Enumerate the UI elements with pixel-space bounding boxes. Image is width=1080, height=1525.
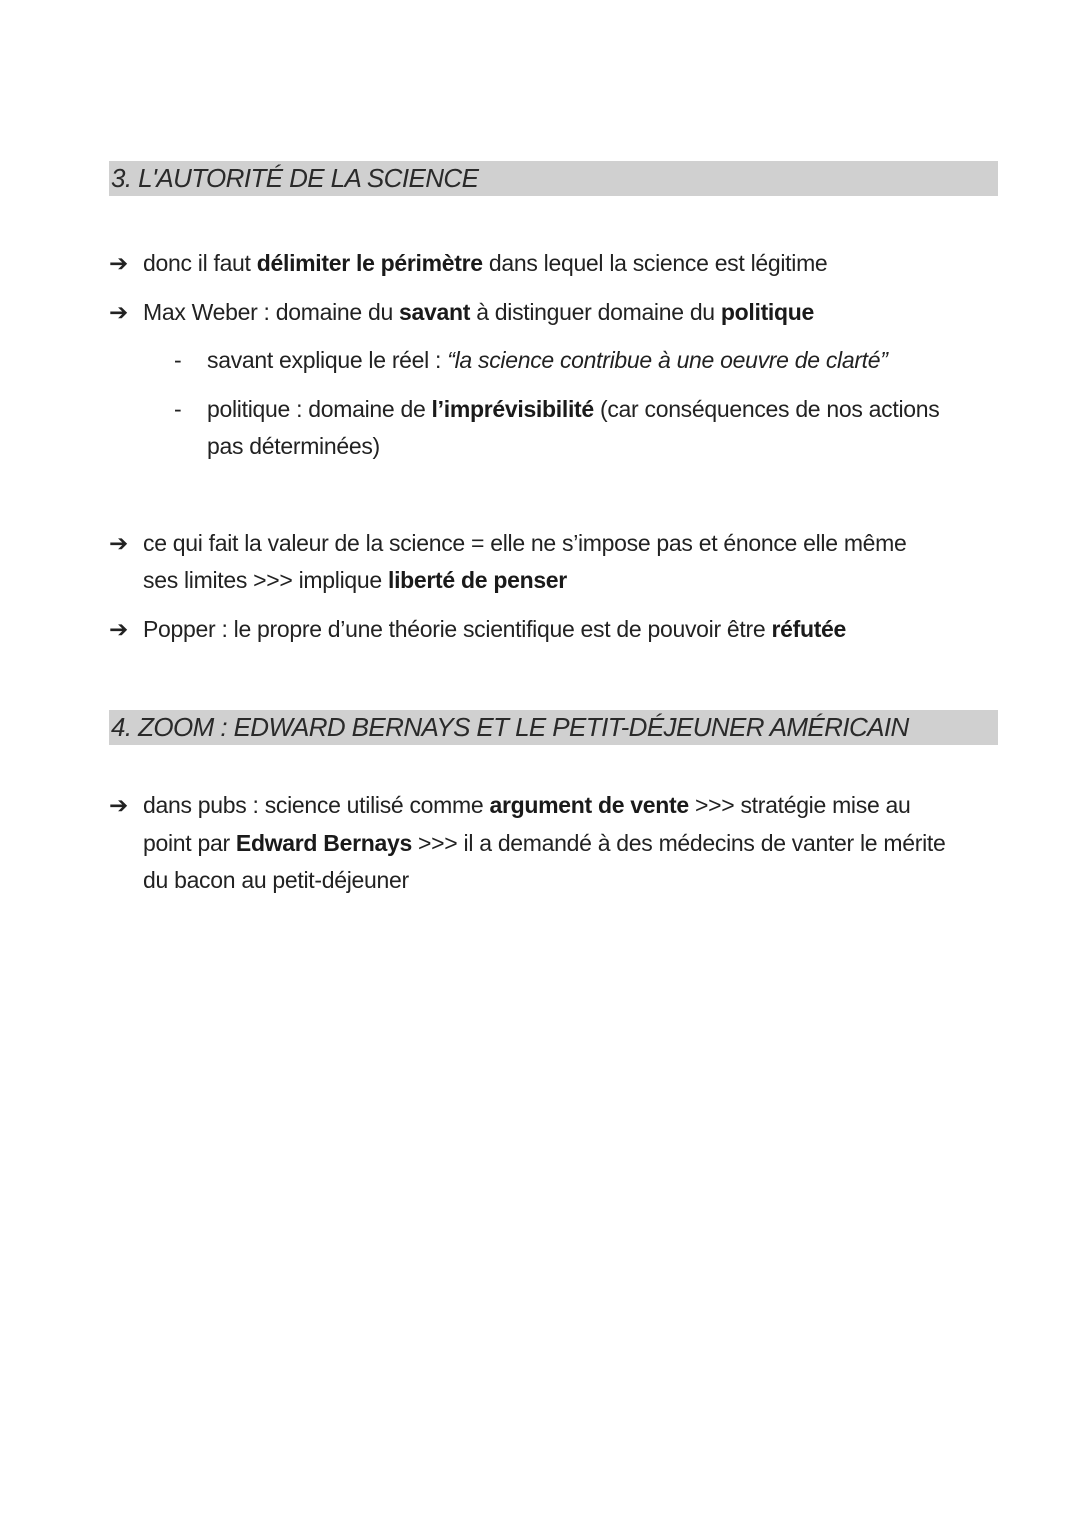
arrow-icon: ➔ bbox=[109, 299, 128, 325]
sub-bullet-continuation: pas déterminées) bbox=[207, 433, 380, 459]
text-span: point par bbox=[143, 830, 236, 856]
bold-term: savant bbox=[399, 299, 471, 325]
text-span: à distinguer domaine du bbox=[470, 299, 721, 325]
text-span: >>> il a demandé à des médecins de vanter le mérite bbox=[411, 830, 946, 856]
text-span: savant explique le réel : bbox=[207, 347, 448, 373]
note-line bbox=[109, 294, 814, 331]
text-span: (car conséquences de nos actions bbox=[593, 396, 940, 422]
sub-bullet-line bbox=[207, 342, 888, 379]
arrow-icon: ➔ bbox=[109, 792, 128, 818]
text-span: donc il faut bbox=[143, 250, 257, 276]
text-span: Max Weber : domaine du bbox=[143, 299, 400, 325]
arrow-icon: ➔ bbox=[109, 530, 128, 556]
bold-term: délimiter le périmètre bbox=[256, 250, 483, 276]
note-line bbox=[109, 787, 911, 824]
text-span: ses limites >>> implique bbox=[143, 567, 388, 593]
section-heading: 3. L'AUTORITÉ DE LA SCIENCE bbox=[109, 161, 998, 196]
note-line bbox=[109, 525, 907, 562]
bold-term: liberté de penser bbox=[387, 567, 567, 593]
bullet-dash: - bbox=[174, 396, 182, 422]
note-line-continuation bbox=[143, 825, 945, 862]
note-line-continuation: du bacon au petit-déjeuner bbox=[143, 867, 409, 893]
bold-term: argument de vente bbox=[489, 792, 689, 818]
bold-term: réfutée bbox=[771, 616, 847, 642]
arrow-icon: ➔ bbox=[109, 616, 128, 642]
note-line bbox=[109, 611, 846, 648]
arrow-icon: ➔ bbox=[109, 250, 128, 276]
note-line-continuation bbox=[143, 562, 567, 599]
bullet-dash: - bbox=[174, 347, 182, 373]
text-span: politique : domaine de bbox=[207, 396, 432, 422]
text-span: dans lequel la science est légitime bbox=[482, 250, 828, 276]
text-span: dans pubs : science utilisé comme bbox=[143, 792, 490, 818]
section-heading: 4. ZOOM : EDWARD BERNAYS ET LE PETIT-DÉJEUNER AMÉRICAIN bbox=[109, 710, 998, 745]
bold-term: Edward Bernays bbox=[235, 830, 412, 856]
bold-term: l’imprévisibilité bbox=[431, 396, 594, 422]
text-span: >>> stratégie mise au bbox=[688, 792, 911, 818]
note-line bbox=[109, 245, 827, 282]
text-span: Popper : le propre d’une théorie scientifique est de pouvoir être bbox=[143, 616, 772, 642]
quote-text: “la science contribue à une oeuvre de clarté” bbox=[447, 347, 888, 373]
sub-bullet-line bbox=[207, 391, 939, 428]
text-span: ce qui fait la valeur de la science = elle ne s’impose pas et énonce elle même bbox=[143, 530, 907, 556]
bold-term: politique bbox=[720, 299, 815, 325]
